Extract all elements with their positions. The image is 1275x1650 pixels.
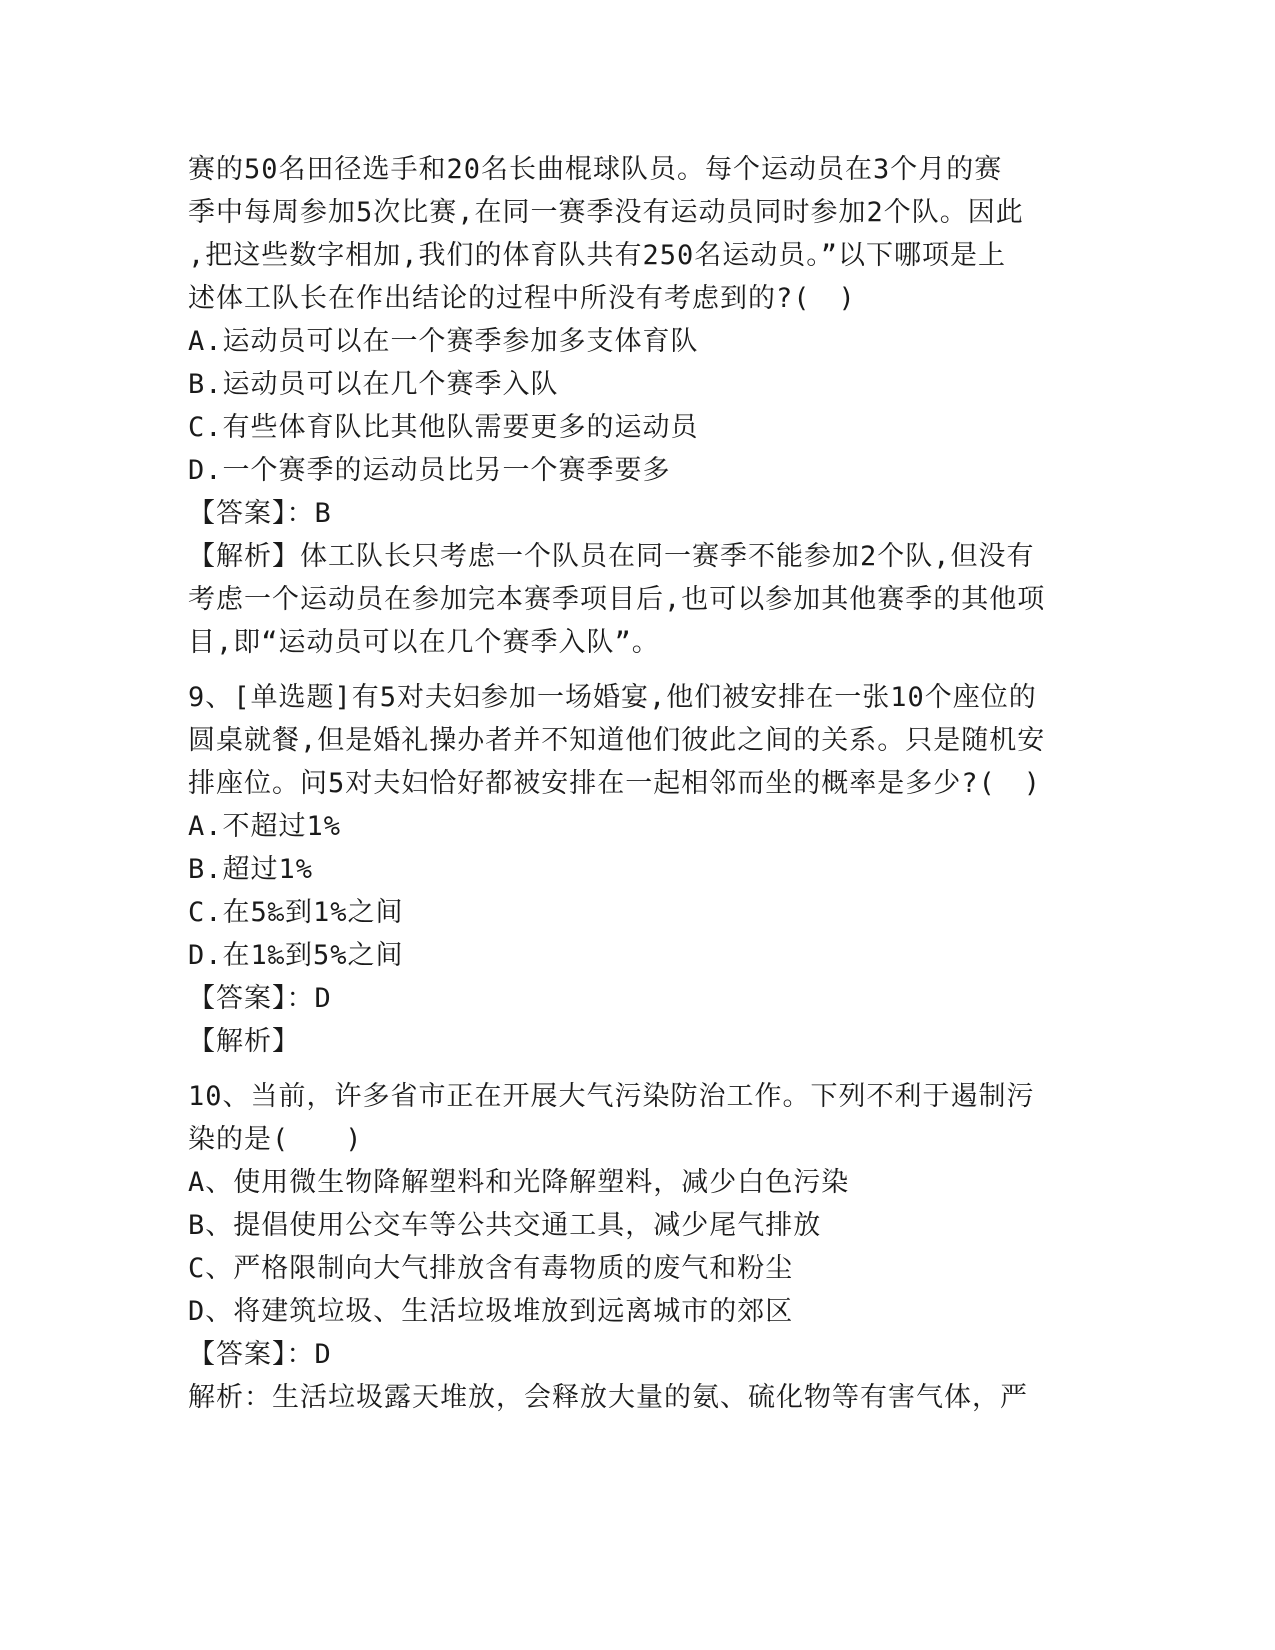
answer: 【答案】：D (188, 983, 332, 1014)
option-a: A、使用微生物降解塑料和光降解塑料，减少白色污染 (188, 1167, 850, 1198)
question-8-continued (188, 148, 1088, 664)
option-d: D.一个赛季的运动员比另一个赛季要多 (188, 455, 671, 486)
question-stem-line: 圆桌就餐,但是婚礼操办者并不知道他们彼此之间的关系。只是随机安 (188, 725, 1046, 756)
option-b: B.运动员可以在几个赛季入队 (188, 369, 559, 400)
question-stem-line: 赛的50名田径选手和20名长曲棍球队员。每个运动员在3个月的赛 (188, 154, 1003, 185)
option-c: C.有些体育队比其他队需要更多的运动员 (188, 412, 699, 443)
option-b: B、提倡使用公交车等公共交通工具，减少尾气排放 (188, 1210, 822, 1241)
analysis-line: 【解析】体工队长只考虑一个队员在同一赛季不能参加2个队,但没有 (188, 541, 1035, 572)
answer: 【答案】：B (188, 498, 332, 529)
question-9 (188, 676, 1088, 1063)
analysis-line: 解析：生活垃圾露天堆放，会释放大量的氨、硫化物等有害气体，严 (188, 1382, 1028, 1413)
question-stem-line: 10、当前，许多省市正在开展大气污染防治工作。下列不利于遏制污 (188, 1081, 1035, 1112)
question-stem-line: ,把这些数字相加,我们的体育队共有250名运动员。”以下哪项是上 (188, 240, 1007, 271)
question-stem-line: 排座位。问5对夫妇恰好都被安排在一起相邻而坐的概率是多少?( ) (188, 768, 1042, 799)
option-d: D、将建筑垃圾、生活垃圾堆放到远离城市的郊区 (188, 1296, 794, 1327)
answer: 【答案】：D (188, 1339, 332, 1370)
option-d: D.在1‰到5%之间 (188, 940, 404, 971)
document-page (188, 148, 1088, 1419)
option-b: B.超过1% (188, 854, 314, 885)
option-c: C.在5‰到1%之间 (188, 897, 404, 928)
analysis-line: 【解析】 (188, 1026, 300, 1057)
analysis-line: 目,即“运动员可以在几个赛季入队”。 (188, 627, 660, 658)
question-stem-line: 9、[单选题]有5对夫妇参加一场婚宴,他们被安排在一张10个座位的 (188, 682, 1037, 713)
option-c: C、严格限制向大气排放含有毒物质的废气和粉尘 (188, 1253, 794, 1284)
question-stem-line: 述体工队长在作出结论的过程中所没有考虑到的?( ) (188, 283, 856, 314)
question-stem-line: 季中每周参加5次比赛,在同一赛季没有运动员同时参加2个队。因此 (188, 197, 1024, 228)
analysis-line: 考虑一个运动员在参加完本赛季项目后,也可以参加其他赛季的其他项 (188, 584, 1046, 615)
option-a: A.不超过1% (188, 811, 342, 842)
question-stem-line: 染的是( ) (188, 1124, 363, 1155)
question-10 (188, 1075, 1088, 1419)
option-a: A.运动员可以在一个赛季参加多支体育队 (188, 326, 699, 357)
